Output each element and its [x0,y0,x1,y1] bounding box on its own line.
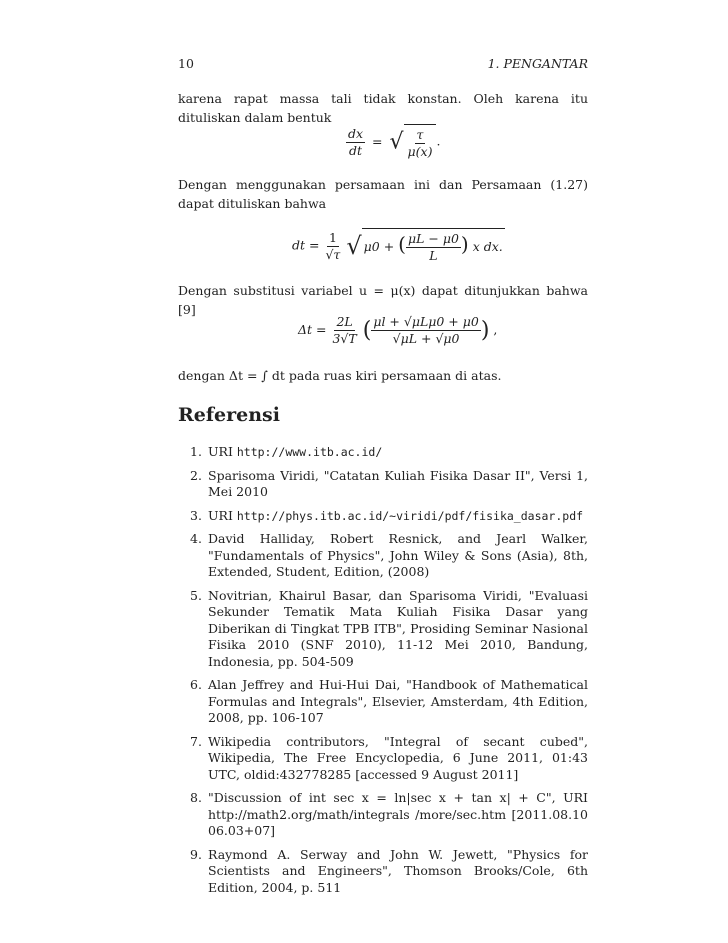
eq3-main-fraction [371,314,481,347]
paragraph-3: Dengan substitusi variabel u = μ(x) dapat ditunjukkan bahwa [9] [178,283,588,317]
reference-item: 5. Novitrian, Khairul Basar, dan Sparisoma Viridi, "Evaluasi Sekunder Tematik Mata Kuliah Fisika Dasar yang Diberikan di Tingkat TPB ITB", Prosiding Seminar Nasional Fisika 2010 (SNF 2010), 11-12 Mei 2010, Bandung, Indonesia, pp. 504-509 [190,587,588,669]
reference-item: 1. URI http://www.itb.ac.id/ [190,444,383,459]
eq1-tail: . [436,133,441,149]
eq3-coef-fraction [330,314,358,347]
eq3-coef-den: 3√T [332,331,357,346]
reference-item: 3. URI http://phys.itb.ac.id/~viridi/pdf/fisika_dasar.pdf [190,507,584,523]
reference-url[interactable]: http://phys.itb.ac.id/~viridi/pdf/fisika_dasar.pdf [236,508,584,523]
eq2-mu0: μ0 + [363,239,395,254]
chapter-heading: 1. PENGANTAR [487,56,588,71]
eq2-coef-num: 1 [328,229,337,245]
eq2-tail: x dx. [472,239,503,254]
paragraph-2: Dengan menggunakan persamaan ini dan Persamaan (1.27) dapat dituliskan bahwa [178,177,588,211]
eq1-lhs-den: dt [349,142,363,158]
eq1-rad-den: μ(x) [407,144,433,159]
reference-item: 8. "Discussion of int sec x = ln|sec x + tan x| + C", URI http://math2.org/math/integrals /more/sec.htm [2011.08.10 06.03+07] [190,790,588,838]
reference-item: 7. Wikipedia contributors, "Integral of secant cubed", Wikipedia, The Free Encyclopedia, 6 June 2011, 01:43 UTC, oldid:432778285 [accessed 9 August 2011] [190,733,588,782]
eq2-frac-den: L [429,248,438,263]
eq3-frac-den: √μL + √μ0 [392,331,460,346]
reference-item: 6. Alan Jeffrey and Hui-Hui Dai, "Handbook of Mathematical Formulas and Integrals", Elsevier, Amsterdam, 4th Edition, 2008, pp. 106-107 [190,677,588,725]
reference-list [190,444,588,903]
eq2-coef-den: √τ [325,246,341,262]
equation-1 [346,124,440,160]
eq2-frac-num: μL − μ0 [407,231,459,246]
eq1-lhs-num: dx [348,125,364,141]
reference-url[interactable]: http://www.itb.ac.id/ [236,445,383,459]
eq3-frac-num: μl + √μLμ0 + μ0 [373,314,479,329]
equation-2 [292,228,505,264]
eq3-lhs: Δt = [298,322,327,337]
reference-item: 2. Sparisoma Viridi, "Catatan Kuliah Fisika Dasar II", Versi 1, Mei 2010 [190,467,588,499]
eq1-lhs-fraction [346,126,365,159]
eq2-lhs: dt = [292,237,320,253]
eq2-radicand: μ0 + ( $\frac{\mu L - \mu 0}{L}$ ) x dx. [362,228,505,264]
paragraph-1: karena rapat massa tali tidak konstan. Oleh karena itu dituliskan dalam bentuk [178,91,588,125]
eq3-coef-num: 2L [336,314,353,329]
paragraph-4: dengan Δt = ∫ dt pada ruas kiri persamaan di atas. [178,368,502,383]
eq2-radical-sign: √ [346,232,362,260]
reference-item: 4. David Halliday, Robert Resnick, and Jearl Walker, "Fundamentals of Physics", John Wiley & Sons (Asia), 8th, Extended, Student, Edition, (2008) [190,531,588,579]
equation-3: Δt = $\frac{2L}{3√T}$ ( $\frac{\text{μl + √μLμ0 + μ0}}{√\mu L + √\mu 0}$ ) , [298,314,498,346]
eq1-radical-sign: √ [389,129,404,155]
eq1-equals: = [372,133,383,149]
eq1-radicand [404,124,437,160]
page-number: 10 [178,56,194,71]
eq3-tail: , [493,322,498,337]
eq1-rad-num: τ [416,127,424,142]
reference-item: 9. Raymond A. Serway and John W. Jewett, "Physics for Scientists and Engineers", Thomson Brooks/Cole, 6th Edition, 2004, p. 511 [190,846,588,895]
eq2-coef-fraction [323,230,342,263]
section-title: Referensi [178,404,280,426]
